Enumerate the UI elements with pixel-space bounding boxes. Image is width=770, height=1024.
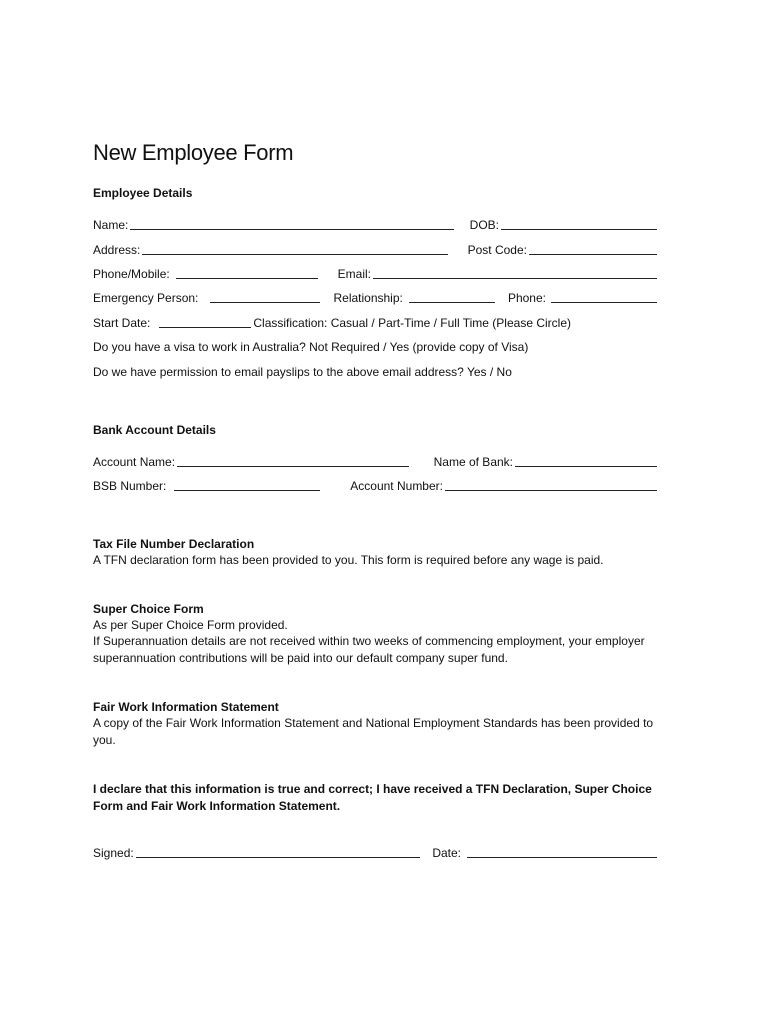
address-field[interactable] xyxy=(142,254,448,255)
super-choice-line1: As per Super Choice Form provided. xyxy=(93,618,288,632)
bank-details-heading: Bank Account Details xyxy=(93,423,216,437)
start-date-label: Start Date: xyxy=(93,316,151,330)
employee-details-heading: Employee Details xyxy=(93,186,193,200)
bsb-account-row xyxy=(93,479,659,493)
postcode-field[interactable] xyxy=(529,254,657,255)
address-postcode-row xyxy=(93,243,659,257)
super-choice-heading: Super Choice Form xyxy=(93,602,204,616)
bank-name-field[interactable] xyxy=(515,466,657,467)
fair-work-text: A copy of the Fair Work Information Statement and National Employment Standards has been provided to you. xyxy=(93,716,654,747)
account-number-label: Account Number: xyxy=(350,479,443,493)
tfn-heading: Tax File Number Declaration xyxy=(93,537,255,551)
bsb-label: BSB Number: xyxy=(93,479,167,493)
dob-field[interactable] xyxy=(501,229,657,230)
postcode-label: Post Code: xyxy=(467,243,527,257)
visa-question[interactable]: Do you have a visa to work in Australia? Not Required / Yes (provide copy of Visa) xyxy=(93,340,529,354)
address-label: Address: xyxy=(93,243,141,257)
phone-label: Phone/Mobile: xyxy=(93,267,170,281)
account-name-label: Account Name: xyxy=(93,455,176,469)
account-number-field[interactable] xyxy=(445,490,657,491)
email-label: Email: xyxy=(337,267,371,281)
start-date-field[interactable] xyxy=(159,327,251,328)
name-field[interactable] xyxy=(130,229,454,230)
tfn-text: A TFN declaration form has been provided to you. This form is required before any wage is paid. xyxy=(93,553,604,567)
relationship-label: Relationship: xyxy=(333,291,403,305)
emergency-person-field[interactable] xyxy=(210,302,320,303)
payslip-question[interactable]: Do we have permission to email payslips to the above email address? Yes / No xyxy=(93,365,512,379)
bsb-field[interactable] xyxy=(174,490,320,491)
signed-label: Signed: xyxy=(93,846,134,860)
signature-date-field[interactable] xyxy=(467,857,657,858)
dob-label: DOB: xyxy=(469,218,499,232)
classification-options[interactable]: Classification: Casual / Part-Time / Full Time (Please Circle) xyxy=(253,316,571,330)
signature-field[interactable] xyxy=(136,857,420,858)
emergency-row xyxy=(93,291,659,305)
account-name-field[interactable] xyxy=(177,466,409,467)
signature-row xyxy=(93,846,659,860)
account-name-row xyxy=(93,455,659,469)
name-label: Name: xyxy=(93,218,129,232)
phone-email-row xyxy=(93,267,659,281)
emergency-person-label: Emergency Person: xyxy=(93,291,199,305)
date-label: Date: xyxy=(432,846,461,860)
page-title: New Employee Form xyxy=(93,140,294,165)
super-choice-line2: If Superannuation details are not received within two weeks of commencing employment, your employer superannuation contributions will be paid into our default company super fund. xyxy=(93,634,645,665)
emergency-phone-label: Phone: xyxy=(507,291,546,305)
name-dob-row xyxy=(93,218,659,232)
start-date-row xyxy=(93,316,659,330)
emergency-phone-field[interactable] xyxy=(551,302,657,303)
phone-field[interactable] xyxy=(176,278,318,279)
relationship-field[interactable] xyxy=(409,302,495,303)
bank-name-label: Name of Bank: xyxy=(433,455,513,469)
declaration-text: I declare that this information is true and correct; I have received a TFN Declaration, Super Choice Form and Fair Work Information Statement. xyxy=(93,782,652,813)
fair-work-heading: Fair Work Information Statement xyxy=(93,700,279,714)
email-field[interactable] xyxy=(373,278,657,279)
